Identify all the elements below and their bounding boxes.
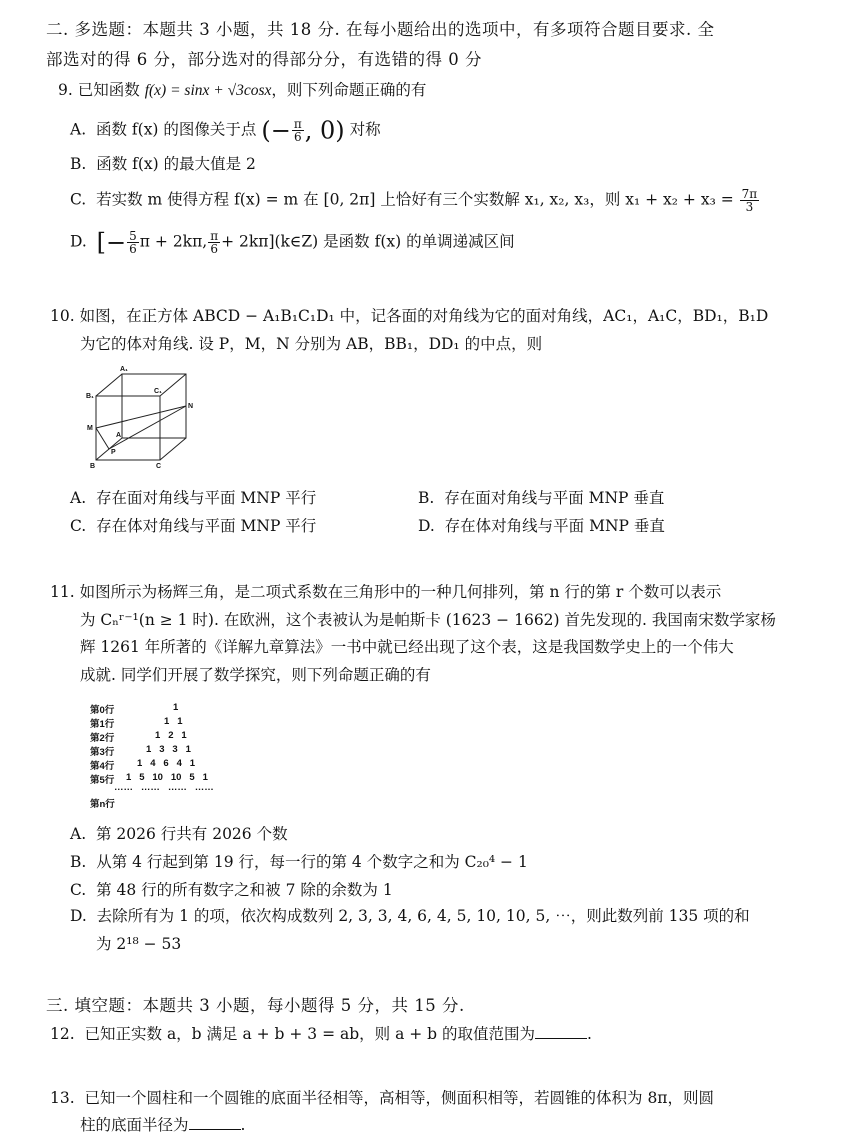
q11-option-c-label: C. bbox=[70, 881, 87, 899]
q10-option-c bbox=[70, 514, 316, 536]
label-c: C bbox=[156, 463, 162, 470]
q11-stem-line1 bbox=[50, 582, 721, 602]
q11-option-b-label: B. bbox=[70, 853, 87, 871]
segment-pn bbox=[109, 406, 186, 449]
q9-option-a-label: A. bbox=[70, 120, 87, 139]
tri-label-5: 第5行 bbox=[90, 775, 115, 786]
label-a1: A₁ bbox=[120, 366, 128, 373]
label-a: A bbox=[116, 432, 122, 439]
q9-option-d-f1-den: 6 bbox=[129, 242, 137, 256]
label-c1: C₁ bbox=[154, 388, 162, 395]
q10-option-c-text: 存在体对角线与平面 MNP 平行 bbox=[96, 517, 317, 535]
q11-line1: 如图所示为杨辉三角，是二项式系数在三角形中的一种几何排列，第 n 行的第 r 个数可以表示 bbox=[79, 583, 722, 601]
q12-number: 12. bbox=[50, 1025, 75, 1043]
tri-row-1: 1 1 bbox=[164, 716, 183, 727]
q9-option-c-text: 若实数 m 使得方程 f(x) = m 在 [0, 2π] 上恰好有三个实数解 x₁, x₂, x₃，则 x₁ + x₂ + x₃ = bbox=[96, 190, 734, 209]
q10-option-d-label: D. bbox=[418, 517, 435, 535]
q9-stem bbox=[58, 80, 426, 101]
q11-option-d bbox=[70, 906, 750, 926]
q10-option-b-label: B. bbox=[418, 489, 435, 507]
section-2-heading-line1: 二. 多选题：本题共 3 小题，共 18 分. 在每小题给出的选项中，有多项符合题目要求. 全 bbox=[46, 20, 715, 39]
q11-number: 11. bbox=[50, 583, 75, 601]
q11-option-a-text: 第 2026 行共有 2026 个数 bbox=[95, 825, 288, 843]
yanghui-triangle bbox=[90, 702, 250, 812]
q13-answer-blank[interactable] bbox=[189, 1115, 241, 1130]
q12-answer-blank[interactable] bbox=[535, 1024, 587, 1039]
q9-option-c-fraction bbox=[740, 188, 760, 213]
q9-option-a-text: 函数 f(x) 的图像关于点 bbox=[95, 120, 257, 139]
q11-option-a-label: A. bbox=[70, 825, 87, 843]
label-n: N bbox=[188, 403, 194, 410]
q10-stem-line2: 为它的体对角线. 设 P，M，N 分别为 AB，BB₁，DD₁ 的中点，则 bbox=[80, 335, 543, 353]
q13-number: 13. bbox=[50, 1089, 75, 1107]
label-b1: B₁ bbox=[86, 393, 94, 400]
q10-option-d bbox=[418, 514, 665, 536]
tri-row-3: 1 3 3 1 bbox=[146, 744, 191, 755]
q11-option-d-text: 去除所有为 1 的项，依次构成数列 2, 3, 3, 4, 6, 4, 5, 10, 10, 5, ⋯，则此数列前 135 项的和 bbox=[96, 907, 750, 925]
tri-label-4: 第4行 bbox=[90, 761, 115, 772]
q9-option-d-pre: [− bbox=[96, 228, 127, 257]
q9-option-a-frac-den: 6 bbox=[293, 130, 302, 144]
q12-end: . bbox=[587, 1025, 592, 1043]
section-2-heading-line2: 部选对的得 6 分，部分选对的得部分分，有选错的得 0 分 bbox=[46, 50, 482, 69]
q12-stem bbox=[50, 1024, 592, 1044]
tri-dots: …… …… …… …… bbox=[114, 782, 214, 793]
q9-option-d-fraction-1 bbox=[127, 230, 139, 255]
cube-back-face bbox=[122, 374, 186, 438]
q10-option-d-text: 存在体对角线与平面 MNP 垂直 bbox=[444, 517, 665, 535]
tri-row-2: 1 2 1 bbox=[155, 730, 187, 741]
q9-option-a-point-pre: (− bbox=[261, 116, 291, 145]
q10-option-c-label: C. bbox=[70, 517, 87, 535]
q9-stem-post: ，则下列命题正确的有 bbox=[271, 81, 427, 99]
tri-row-4: 1 4 6 4 1 bbox=[137, 758, 196, 769]
segment-mp bbox=[96, 428, 109, 449]
q9-option-b-text: 函数 f(x) 的最大值是 2 bbox=[96, 155, 256, 173]
q9-number: 9. bbox=[58, 81, 73, 99]
q11-stem-line2: 为 Cₙʳ⁻¹(n ≥ 1 时). 在欧洲，这个表被认为是帕斯卡 (1623 − 1662) 首先发现的. 我国南宋数学家杨 bbox=[80, 611, 776, 629]
tri-label-3: 第3行 bbox=[90, 747, 115, 758]
label-p: P bbox=[111, 449, 116, 456]
q11-option-d-label: D. bbox=[70, 907, 87, 925]
q11-option-c bbox=[70, 880, 393, 900]
q9-option-a-fraction bbox=[292, 118, 304, 143]
cube-front-face bbox=[96, 396, 160, 460]
q11-option-a bbox=[70, 824, 288, 844]
label-m: M bbox=[87, 425, 93, 432]
q9-option-b-label: B. bbox=[70, 155, 87, 173]
q9-option-a-tail: 对称 bbox=[349, 120, 381, 139]
q9-option-b bbox=[70, 154, 256, 174]
tri-label-1: 第1行 bbox=[90, 719, 115, 730]
q10-option-a-text: 存在面对角线与平面 MNP 平行 bbox=[95, 489, 317, 507]
tri-label-2: 第2行 bbox=[90, 733, 115, 744]
q11-stem-line4: 成就. 同学们开展了数学探究，则下列命题正确的有 bbox=[80, 666, 431, 684]
q13-stem-line2 bbox=[80, 1115, 245, 1135]
tri-label-n: 第n行 bbox=[90, 799, 115, 810]
q11-option-d-text2: 为 2¹⁸ − 53 bbox=[96, 935, 182, 953]
q9-option-d-f1-num: 5 bbox=[129, 229, 137, 243]
q9-option-c-frac-den: 3 bbox=[745, 200, 754, 214]
section-3-heading: 三. 填空题：本题共 3 小题，每小题得 5 分，共 15 分. bbox=[46, 996, 465, 1015]
segment-mn bbox=[96, 406, 186, 428]
q9-function: f(x) = sinx + √3cosx bbox=[144, 82, 272, 99]
q9-option-c-label: C. bbox=[70, 190, 87, 209]
q9-option-c bbox=[70, 188, 760, 213]
q13-stem-line1 bbox=[50, 1088, 714, 1108]
q9-option-d-mid: π + 2kπ, bbox=[139, 232, 208, 251]
q13-line1: 已知一个圆柱和一个圆锥的底面半径相等，高相等，侧面积相等，若圆锥的体积为 8π，则圆 bbox=[84, 1089, 714, 1107]
q11-option-b bbox=[70, 852, 528, 872]
q11-stem-line3: 辉 1261 年所著的《详解九章算法》一书中就已经出现了这个表，这是我国数学史上的一个伟大 bbox=[80, 638, 734, 656]
q12-text: 已知正实数 a，b 满足 a + b + 3 = ab，则 a + b 的取值范围为 bbox=[84, 1025, 536, 1043]
q9-option-a-frac-num: π bbox=[293, 117, 302, 131]
q11-option-c-text: 第 48 行的所有数字之和被 7 除的余数为 1 bbox=[96, 881, 393, 899]
q9-option-a bbox=[70, 118, 381, 143]
q9-option-c-frac-num: 7π bbox=[741, 187, 758, 201]
q10-stem-line1 bbox=[50, 306, 768, 326]
q9-option-d bbox=[70, 230, 515, 255]
tri-label-0: 第0行 bbox=[90, 705, 115, 716]
q10-option-a-label: A. bbox=[70, 489, 87, 507]
q9-option-d-fraction-2 bbox=[208, 230, 220, 255]
q9-option-d-post: + 2kπ](k∈Z) 是函数 f(x) 的单调递减区间 bbox=[221, 232, 515, 251]
q10-option-a bbox=[70, 486, 316, 508]
tri-row-0: 1 bbox=[173, 702, 179, 713]
q10-option-b-text: 存在面对角线与平面 MNP 垂直 bbox=[444, 489, 665, 507]
q9-option-d-f2-den: 6 bbox=[210, 242, 218, 256]
q13-line2-pre: 柱的底面半径为 bbox=[80, 1116, 189, 1134]
q9-option-a-point-post: , 0) bbox=[304, 116, 345, 145]
q10-option-b bbox=[418, 486, 664, 508]
q10-line1: 如图，在正方体 ABCD − A₁B₁C₁D₁ 中，记各面的对角线为它的面对角线，AC₁，A₁C，BD₁，B₁D bbox=[79, 307, 769, 325]
q11-option-b-text: 从第 4 行起到第 19 行，每一行的第 4 个数字之和为 C₂₀⁴ − 1 bbox=[96, 853, 528, 871]
q9-option-d-f2-num: π bbox=[210, 229, 219, 243]
q10-number: 10. bbox=[50, 307, 75, 325]
cube-figure bbox=[84, 364, 200, 472]
q9-option-d-label: D. bbox=[70, 232, 87, 251]
tri-row-5: 1 5 10 10 5 1 bbox=[126, 772, 208, 783]
label-b: B bbox=[90, 463, 96, 470]
q13-end: . bbox=[240, 1116, 246, 1134]
q9-stem-pre: 已知函数 bbox=[77, 81, 140, 99]
